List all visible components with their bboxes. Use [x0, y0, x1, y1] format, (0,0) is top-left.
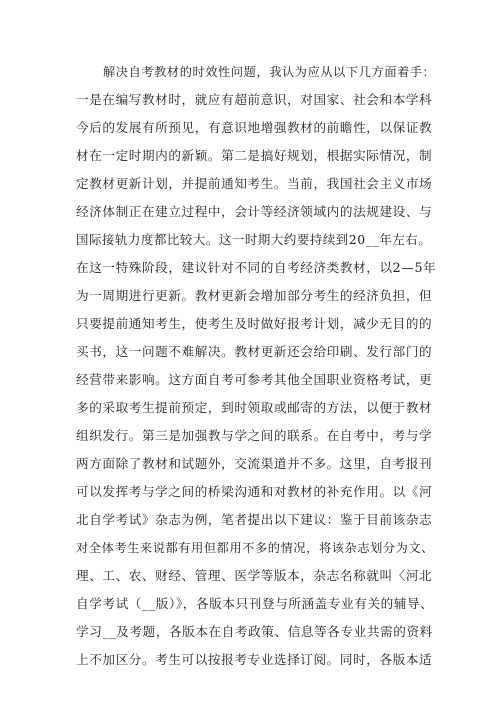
paragraph-line: 对全体考生来说都有用但都用不多的情况，将该杂志划分为文、 [76, 541, 435, 555]
paragraph-line: 一是在编写教材时，就应有超前意识，对国家、社会和本学科 [76, 92, 433, 107]
paragraph-line: 解决自考教材的时效性问题，我认为应从以下几方面着手： [103, 65, 436, 79]
paragraph-line: 只要提前通知考生，使考生及时做好报考计划，减少无目的的 [76, 316, 433, 331]
paragraph-line: 可以发挥考与学之间的桥梁沟通和对教材的补充作用。以《河 [76, 484, 433, 499]
paragraph-line: 今后的发展有所预见，有意识地增强教材的前瞻性，以保证教 [76, 120, 433, 135]
paragraph-line: 自学考试（__版）》，各版本只刊登与所涵盖专业有关的辅导、 [76, 596, 434, 611]
paragraph-line: 上不加区分。考生可以按报考专业选择订阅。同时，各版本适 [76, 652, 433, 667]
paragraph-line: 为一周期进行更新。教材更新会增加部分考生的经济负担，但 [76, 288, 433, 303]
paragraph-line: 多的采取考生提前预定，到时领取或邮寄的方法，以便于教材 [76, 400, 433, 415]
paragraph-line: 经营带来影响。这方面自考可参考其他全国职业资格考试，更 [76, 372, 433, 387]
paragraph-line: 买书，这一问题不难解决。教材更新还会给印刷、发行部门的 [76, 344, 433, 359]
paragraph-line: 在这一特殊阶段，建议针对不同的自考经济类教材，以2—5年 [76, 260, 436, 275]
paragraph-line: 两方面除了教材和试题外，交流渠道并不多。这里，自考报刊 [76, 456, 433, 471]
paragraph-line: 国际接轨力度都比较大。这一时期大约要持续到20__年左右。 [76, 232, 432, 247]
paragraph-line: 材在一定时期内的新颖。第二是搞好规划，根据实际情况，制 [76, 148, 433, 163]
paragraph-line: 北自学考试》杂志为例，笔者提出以下建议：鉴于目前该杂志 [76, 512, 433, 527]
paragraph-line: 定教材更新计划，并提前通知考生。当前，我国社会主义市场 [76, 176, 433, 191]
paragraph-line: 学习__及考题，各版本在自考政策、信息等各专业共需的资料 [76, 624, 433, 639]
paragraph-line: 组织发行。第三是加强教与学之间的联系。在自考中，考与学 [76, 428, 433, 443]
paragraph-line: 经济体制正在建立过程中，会计等经济领域内的法规建设、与 [76, 204, 433, 219]
paragraph-line: 理、工、农、财经、管理、医学等版本，杂志名称就叫〈河北 [76, 568, 433, 583]
